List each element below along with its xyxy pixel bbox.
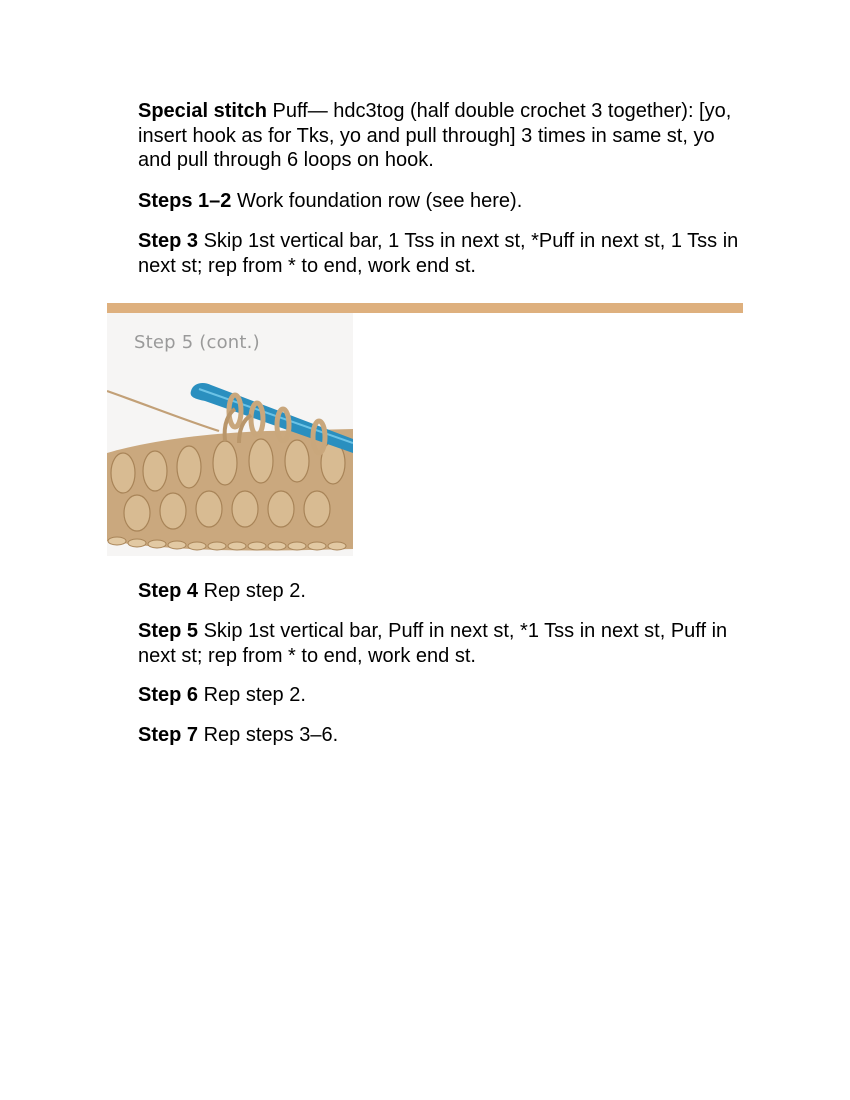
step-5-text: Skip 1st vertical bar, Puff in next st, *1 Tss in next st, Puff in next st; rep from * to end, work end st.: [138, 620, 728, 667]
step-3-label: Step 3: [138, 230, 199, 252]
step-7-paragraph: [138, 723, 750, 748]
special-stitch-label: Special stitch: [138, 100, 267, 122]
special-stitch-text: Puff— hdc3tog (half double crochet 3 together): [yo, insert hook as for Tks, yo and pull through] 3 times in same st, yo and pull through 6 loops on hook.: [138, 100, 732, 171]
photo-caption: Step 5 (cont.): [134, 332, 260, 353]
step-7-label: Step 7: [138, 724, 199, 746]
step-4-paragraph: [138, 579, 750, 604]
step-4-label: Step 4: [138, 580, 199, 602]
step-5-label: Step 5: [138, 620, 199, 642]
steps-1-2-text: Work foundation row (see here).: [231, 190, 523, 212]
step-3-paragraph: [138, 229, 750, 278]
step-6-label: Step 6: [138, 684, 199, 706]
step-4-text: Rep step 2.: [198, 580, 306, 602]
steps-1-2-label: Steps 1–2: [138, 190, 232, 212]
step-5-paragraph: [138, 619, 750, 668]
special-stitch-paragraph: [138, 99, 750, 173]
step-5-photo: [107, 313, 353, 556]
step-6-paragraph: [138, 683, 750, 708]
step-6-text: Rep step 2.: [198, 684, 306, 706]
section-divider: [107, 303, 743, 313]
step-7-text: Rep steps 3–6.: [198, 724, 339, 746]
step-3-text: Skip 1st vertical bar, 1 Tss in next st, *Puff in next st, 1 Tss in next st; rep from * to end, work end st.: [138, 230, 739, 277]
steps-1-2-paragraph: [138, 189, 750, 214]
